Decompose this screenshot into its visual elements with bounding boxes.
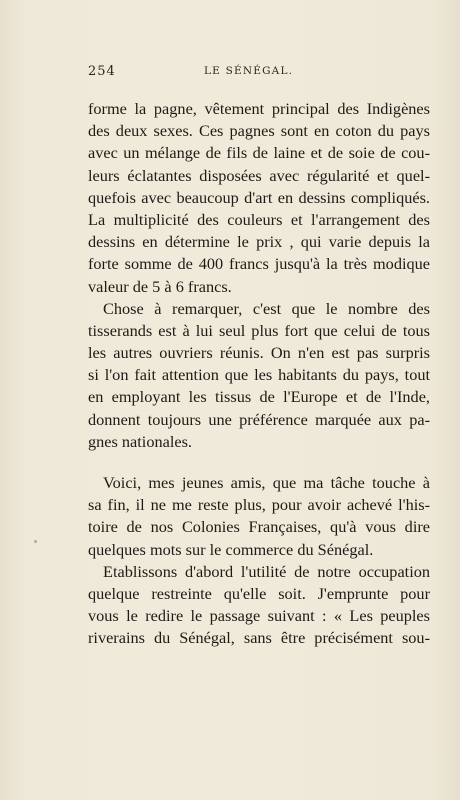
text-line: Etablissons d'abord l'utilité de notre occupation <box>103 561 430 581</box>
text-line: La multiplicité des couleurs et l'arrangement des <box>88 209 430 229</box>
paragraph-3 <box>88 472 430 561</box>
paragraph-1 <box>88 98 430 298</box>
text-line: gnes nationales. <box>88 431 192 451</box>
text-line: forte somme de 400 francs jusqu'à la très modique <box>88 254 430 274</box>
text-line: tisserands est à lui seul plus fort que celui de tous <box>88 320 430 340</box>
text-line: leurs éclatantes disposées avec régularité et quel- <box>88 165 430 185</box>
text-line: sa fin, il ne me reste plus, pour avoir achevé l'his- <box>88 495 430 515</box>
text-line: valeur de 5 à 6 francs. <box>88 276 232 296</box>
text-line: quefois avec beaucoup d'art en dessins compliqués. <box>88 187 430 207</box>
text-line: quelque restreinte qu'elle soit. J'emprunte pour <box>88 583 430 603</box>
page-number: 254 <box>88 64 116 79</box>
text-line: forme la pagne, vêtement principal des Indigènes <box>88 99 430 118</box>
text-line: donnent toujours une préférence marquée aux pa- <box>88 409 430 429</box>
text-line: avec un mélange de fils de laine et de soie de cou- <box>88 143 430 163</box>
text-line: Voici, mes jeunes amis, que ma tâche touche à <box>103 473 430 492</box>
text-line: quelques mots sur le commerce du Sénégal. <box>88 539 374 559</box>
text-line: vous le redire le passage suivant : « Les peuples <box>88 606 430 626</box>
section-gap <box>88 453 430 472</box>
text-line: si l'on fait attention que les habitants du pays, tout <box>88 365 430 385</box>
text-line: Chose à remarquer, c'est que le nombre des <box>103 298 430 318</box>
page-header <box>88 64 418 82</box>
text-line: dessins en détermine le prix , qui varie depuis la <box>88 232 430 252</box>
paragraph-2 <box>88 298 430 453</box>
text-line: en employant les tissus de l'Europe et de l'Inde, <box>88 387 430 407</box>
body-text <box>88 98 430 650</box>
paper-speck <box>34 540 37 543</box>
text-line: les autres ouvriers réunis. On n'en est pas surpris <box>88 343 430 363</box>
text-line: toire de nos Colonies Françaises, qu'à vous dire <box>88 517 430 537</box>
running-title: LE SÉNÉGAL. <box>204 65 294 77</box>
text-line: des deux sexes. Ces pagnes sont en coton du pays <box>88 121 430 141</box>
paragraph-4 <box>88 561 430 650</box>
text-line: riverains du Sénégal, sans être précisément sou- <box>88 628 430 648</box>
